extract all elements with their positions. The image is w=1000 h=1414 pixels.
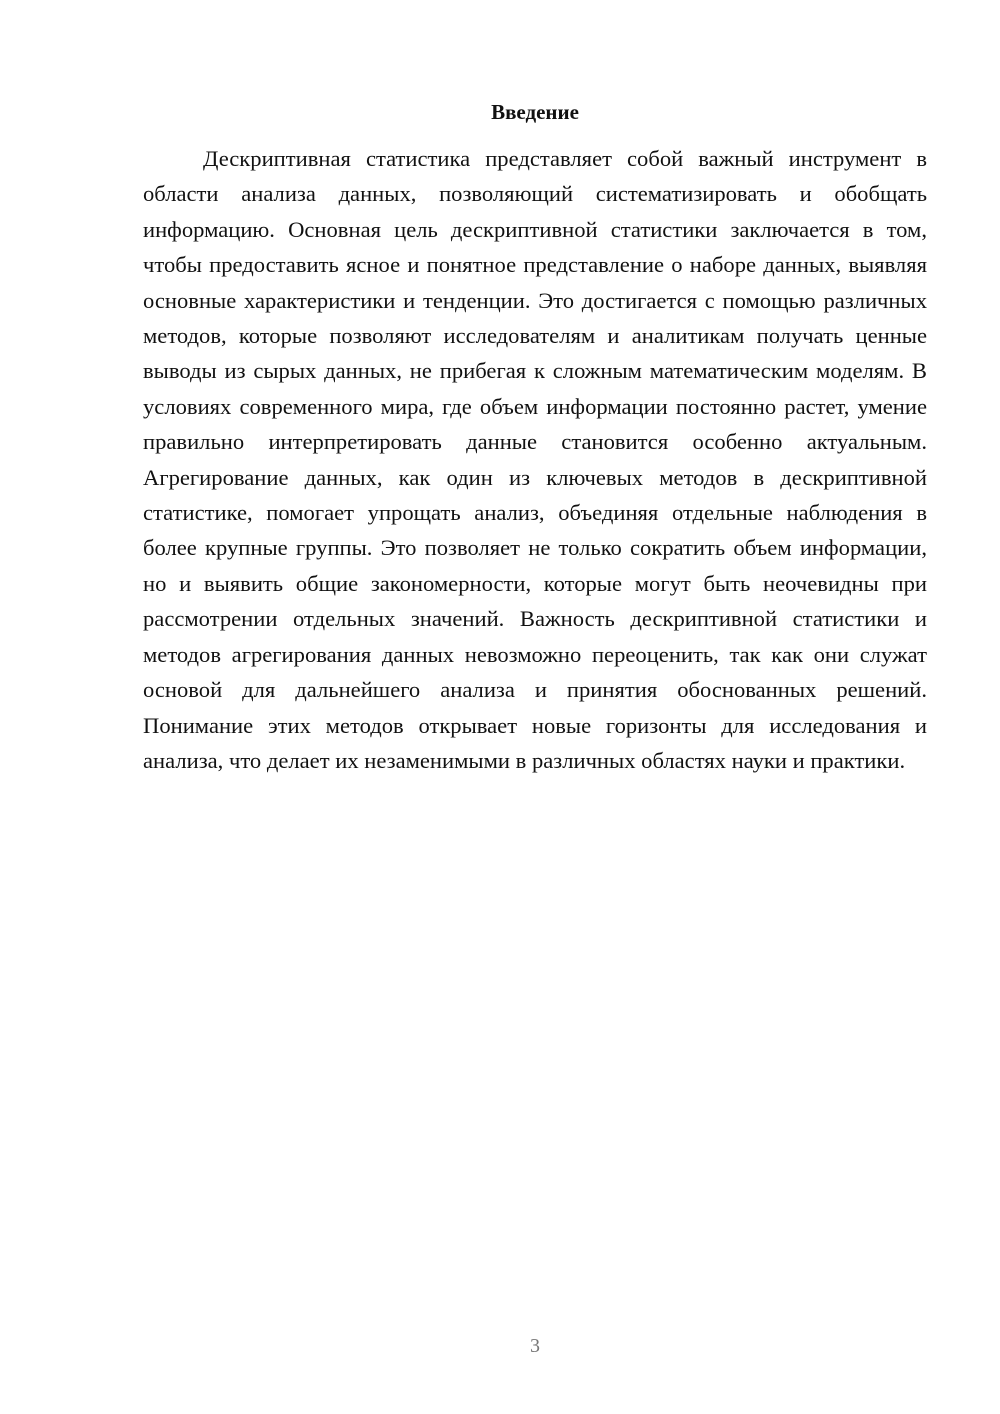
page-title: Введение [491,100,579,124]
introduction-paragraph: Дескриптивная статистика представляет собой важный инструмент в области анализа данных, позволяющий систематизировать и обобщать информацию. Основная цель дескриптивной статистики заключается в том, чтобы предоставить ясное и понятное представление о наборе данных, выявляя основные характеристики и тенденции. Это достигается с помощью различных методов, которые позволяют исследователям и аналитикам получать ценные выводы из сырых данных, не прибегая к сложным математическим моделям. В условиях современного мира, где объем информации постоянно растет, умение правильно интерпретировать данные становится особенно актуальным. Агрегирование данных, как один из ключевых методов в дескриптивной статистике, помогает упрощать анализ, объединяя отдельные наблюдения в более крупные группы. Это позволяет не только сократить объем информации, но и выявить общие закономерности, которые могут быть неочевидны при рассмотрении отдельных значений. Важность дескриптивной статистики и методов агрегирования данных невозможно переоценить, так как они служат основой для дальнейшего анализа и принятия обоснованных решений. Понимание этих методов открывает новые горизонты для исследования и анализа, что делает их незаменимыми в различных областях науки и практики. [143,146,927,773]
page-number: 3 [530,1335,540,1357]
